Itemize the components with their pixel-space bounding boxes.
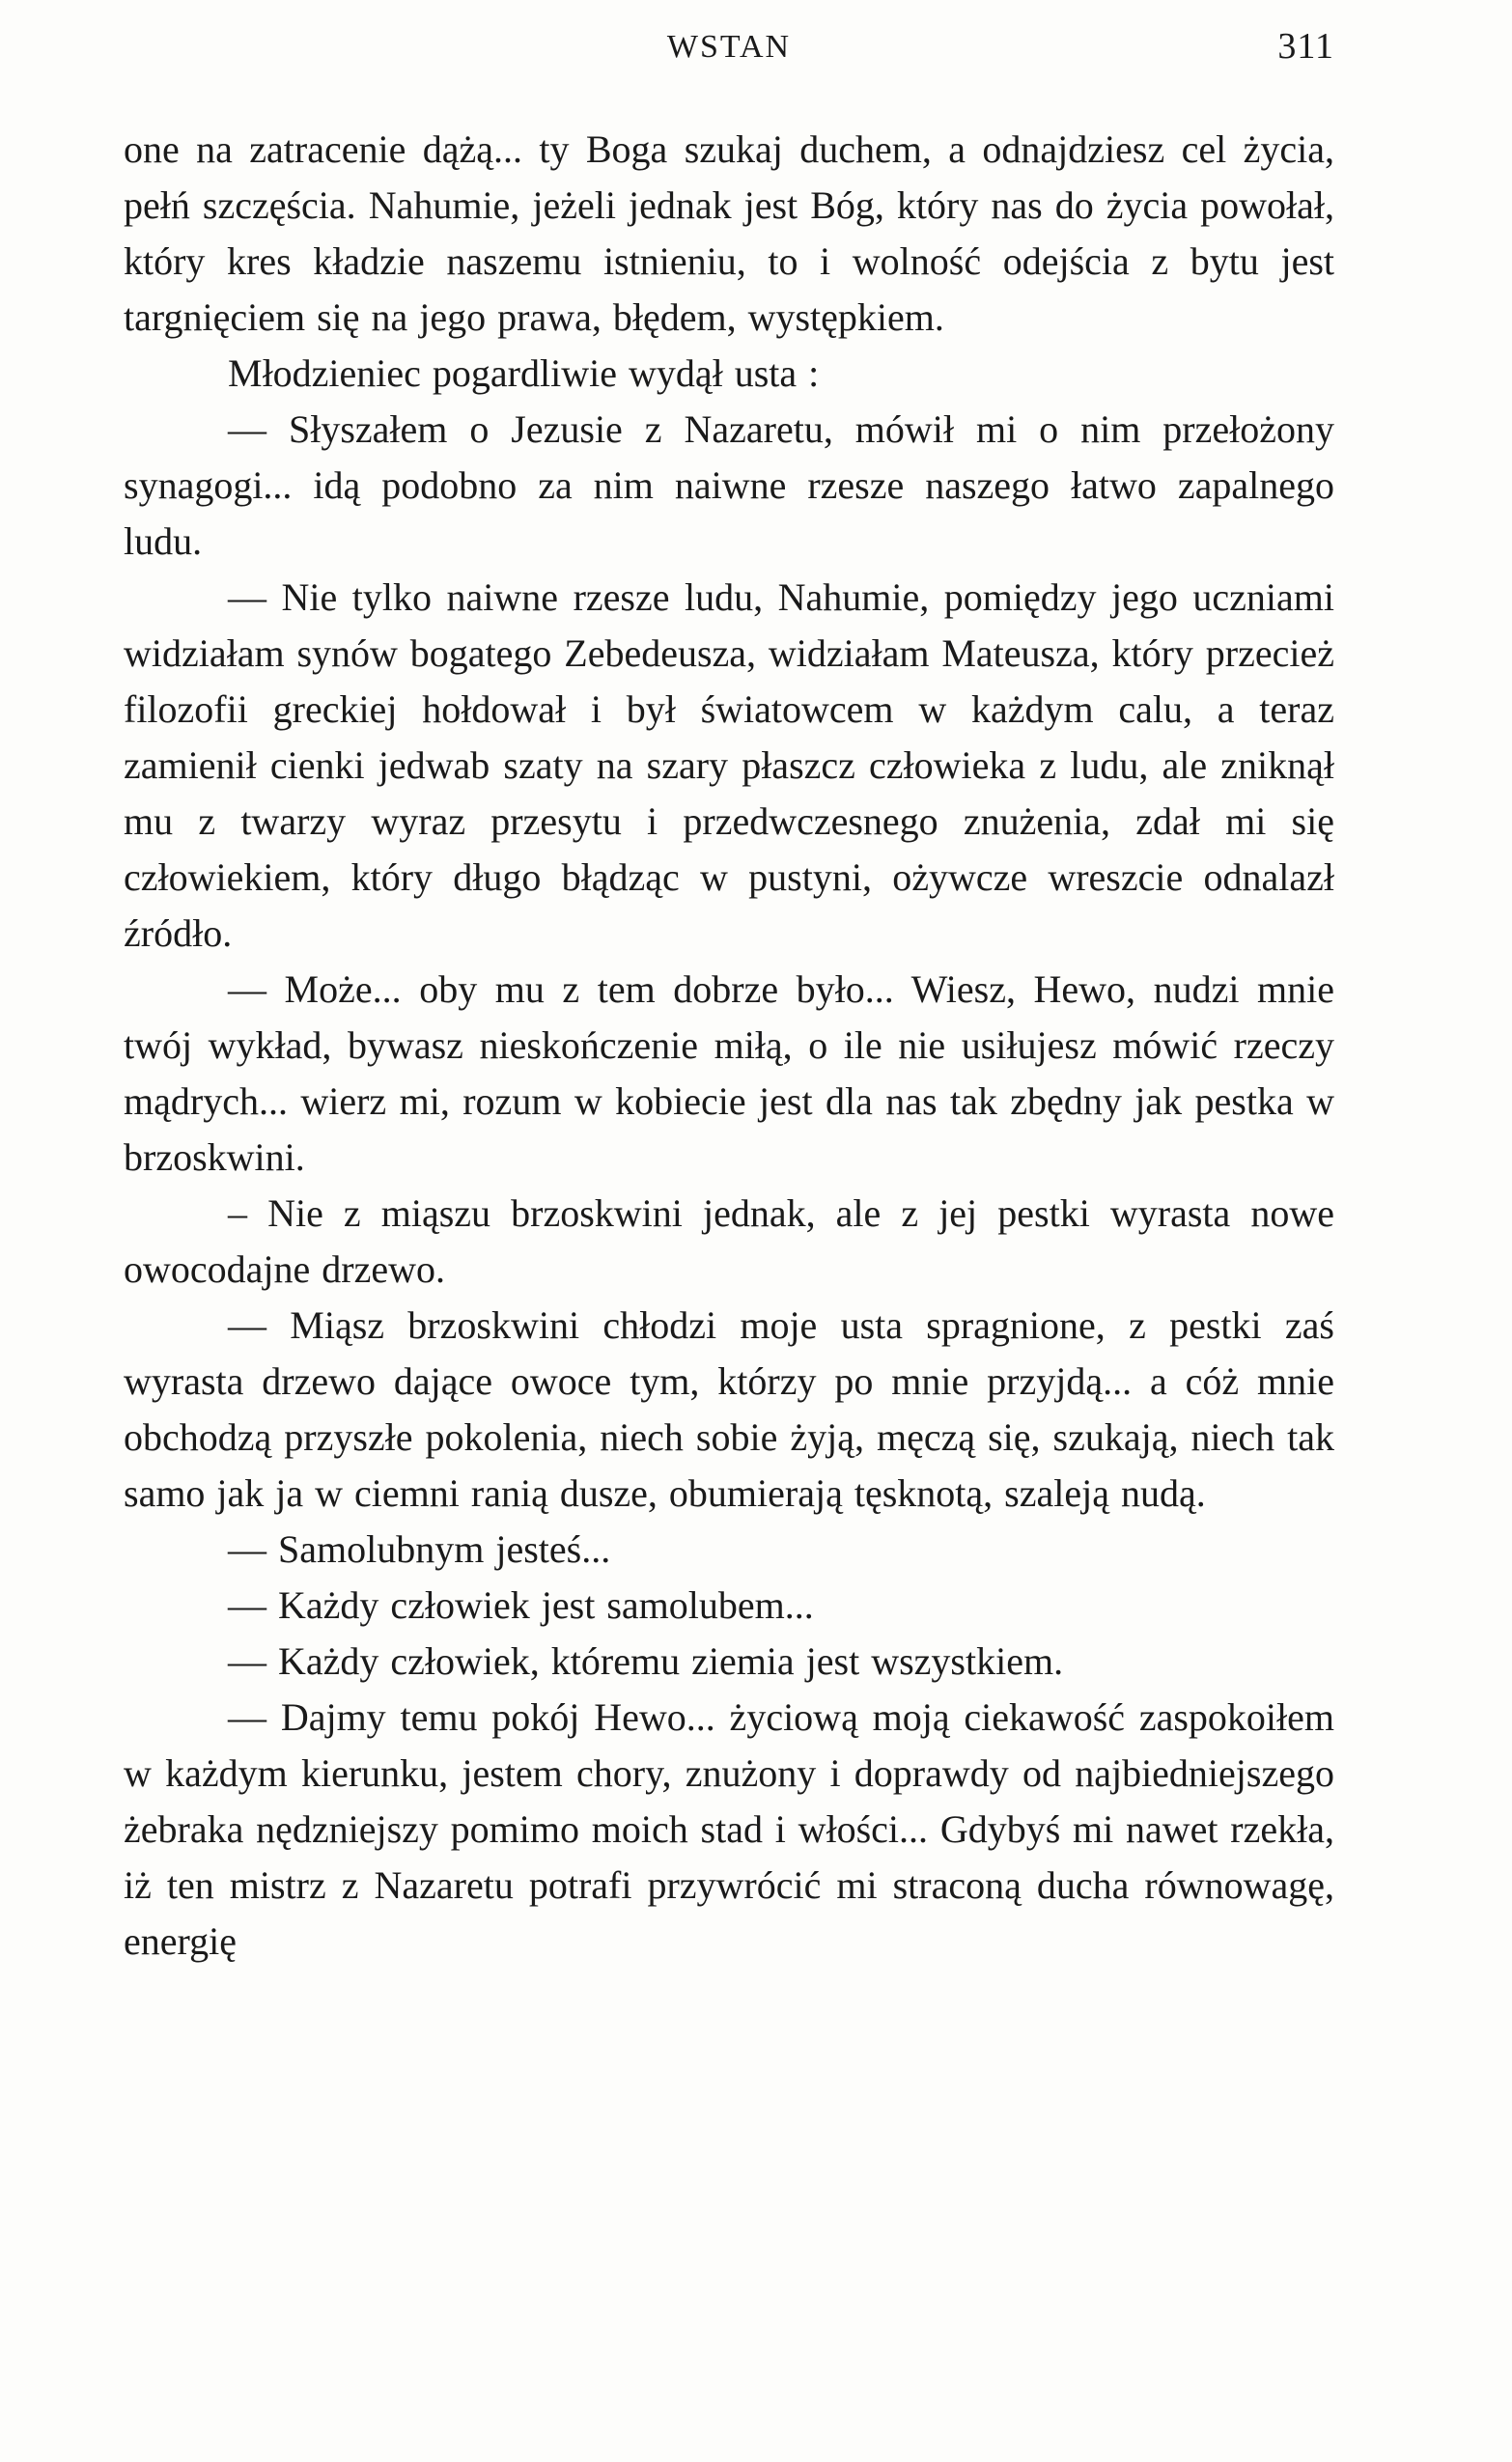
body-text — [124, 122, 1334, 1970]
paragraph-11: — Dajmy temu pokój Hewo... życiową moją ciekawość zaspokoiłem w każdym kierunku, jestem chory, znużony i doprawdy od najbiedniejszego żebraka nędzniejszy pomimo moich stad i włości... Gdybyś mi nawet rzekła, iż ten mistrz z Nazaretu potrafi przywrócić mi straconą ducha równowagę, energię — [124, 1695, 1334, 1963]
paragraph-8: — Samolubnym jesteś... — [228, 1527, 611, 1571]
paragraph-5: — Może... oby mu z tem dobrze było... Wiesz, Hewo, nudzi mnie twój wykład, bywasz nieskończenie miłą, o ile nie usiłujesz mówić rzeczy mądrych... wierz mi, rozum w kobiecie jest dla nas tak zbędny jak pestka w brzoskwini. — [124, 967, 1334, 1179]
running-head — [124, 21, 1334, 79]
paragraph-7: — Miąsz brzoskwini chłodzi moje usta spragnione, z pestki zaś wyrasta drzewo dające owoce tym, którzy po mnie przyjdą... a cóż mnie obchodzą przyszłe pokolenia, niech sobie żyją, męczą się, szukają, niech tak samo jak ja w ciemni ranią dusze, obumierają tęsknotą, szaleją nudą. — [124, 1303, 1334, 1515]
paragraph-9: — Każdy człowiek jest samolubem... — [228, 1583, 814, 1627]
paragraph-4: — Nie tylko naiwne rzesze ludu, Nahumie, pomiędzy jego uczniami widziałam synów bogatego Zebedeusza, widziałam Mateusza, który przecież filozofii greckiej hołdował i był światowcem w każdym calu, a teraz zamienił cienki jedwab szaty na szary płaszcz człowieka z ludu, ale zniknął mu z twarzy wyraz przesytu i przedwczesnego znużenia, zdał mi się człowiekiem, który długo błądząc w pustyni, ożywcze wreszcie odnalazł źródło. — [124, 575, 1334, 955]
paragraph-10: — Każdy człowiek, któremu ziemia jest wszystkiem. — [228, 1639, 1064, 1683]
chapter-title: WSTAN — [666, 29, 792, 65]
paragraph-2: Młodzieniec pogardliwie wydął usta : — [228, 351, 820, 395]
paragraph-1: one na zatracenie dążą... ty Boga szukaj duchem, a odnajdziesz cel życia, pełń szczęścia. Nahumie, jeżeli jednak jest Bóg, który nas do życia powołał, który kres kładzie naszemu istnieniu, to i wolność odejścia z bytu jest targnięciem się na jego prawa, błędem, występkiem. — [124, 127, 1334, 339]
page-number: 311 — [1277, 26, 1334, 67]
paragraph-3: — Słyszałem o Jezusie z Nazaretu, mówił mi o nim przełożony synagogi... idą podobno za nim naiwne rzesze naszego łatwo zapalnego ludu. — [124, 407, 1334, 563]
paragraph-6: – Nie z miąszu brzoskwini jednak, ale z jej pestki wyrasta nowe owocodajne drzewo. — [124, 1191, 1334, 1291]
